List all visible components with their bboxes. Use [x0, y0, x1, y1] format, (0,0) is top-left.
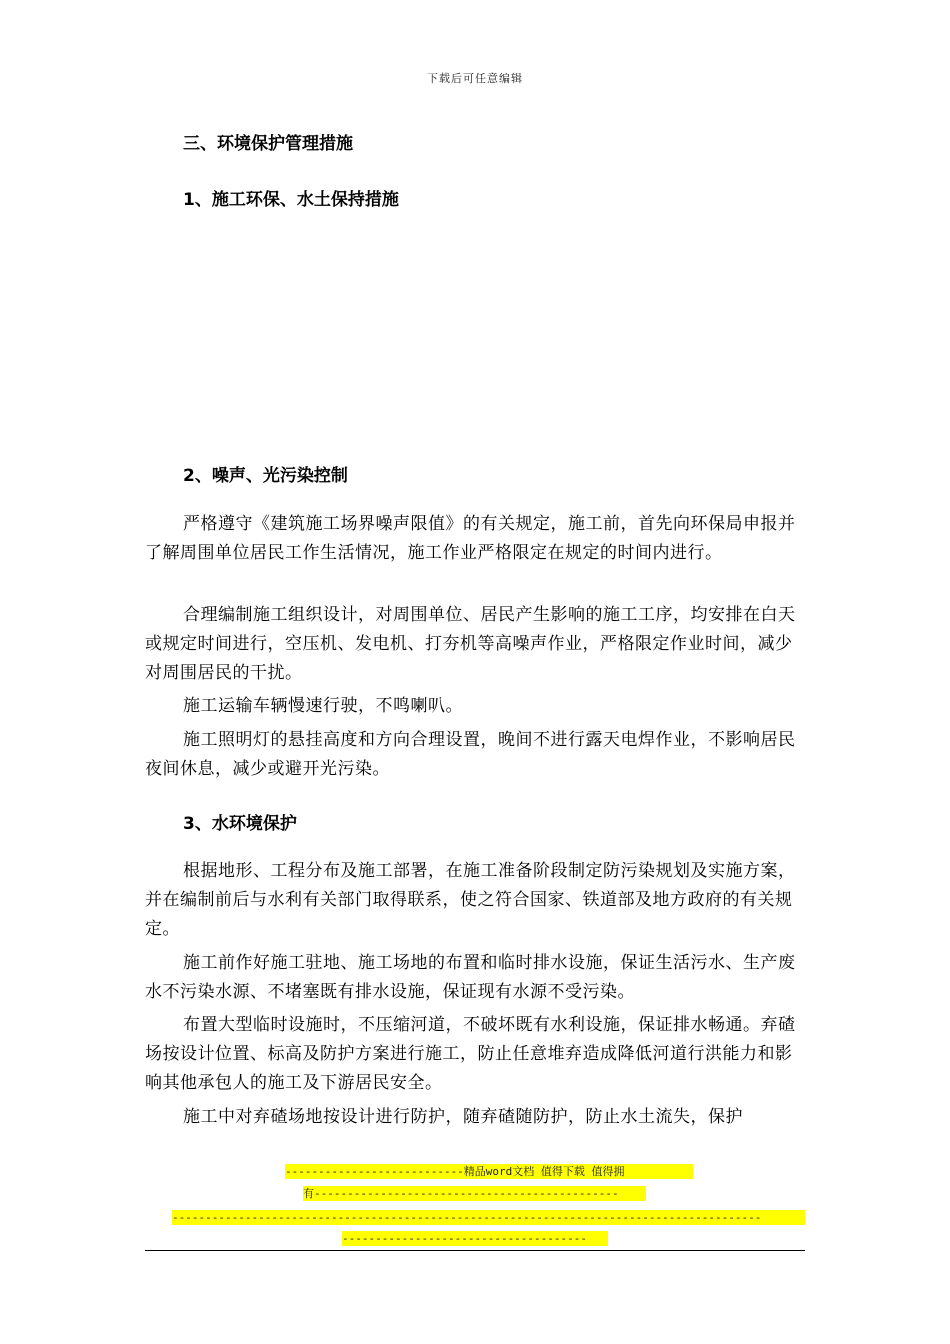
footer-banner-line-3: ----------------------------------------------------------------------------------------- [172, 1210, 805, 1225]
paragraph-water-2: 施工前作好施工驻地、施工场地的布置和临时排水设施，保证生活污水、生产废水不污染水源、不堵塞既有排水设施，保证现有水源不受污染。 [145, 953, 796, 1002]
section-title-3-1: 1、施工环保、水土保持措施 [183, 190, 399, 210]
paragraph-water-3: 布置大型临时设施时，不压缩河道，不破坏既有水利设施，保证排水畅通。弃碴场按设计位置、标高及防护方案进行施工，防止任意堆弃造成降低河道行洪能力和影响其他承包人的施工及下游居民安全。 [145, 1015, 796, 1093]
paragraph-noise-1: 严格遵守《建筑施工场界噪声限值》的有关规定，施工前，首先向环保局申报并了解周围单位居民工作生活情况，施工作业严格限定在规定的时间内进行。 [145, 514, 796, 563]
paragraph-noise-3: 施工运输车辆慢速行驶，不鸣喇叭。 [183, 696, 463, 716]
footer-divider [145, 1250, 805, 1251]
paragraph-water-1: 根据地形、工程分布及施工部署，在施工准备阶段制定防污染规划及实施方案，并在编制前后与水利有关部门取得联系，使之符合国家、铁道部及地方政府的有关规定。 [145, 861, 796, 939]
footer-banner-line-4: ------------------------------------- [342, 1231, 608, 1246]
paragraph-water-4: 施工中对弃碴场地按设计进行防护，随弃碴随防护，防止水土流失，保护 [183, 1107, 743, 1127]
section-title-3-3: 3、水环境保护 [183, 814, 297, 834]
section-title-3: 三、环境保护管理措施 [183, 134, 353, 154]
footer-banner-line-2: 有---------------------------------------------- [303, 1186, 646, 1201]
footer-banner-line-1: ---------------------------精品word文档 值得下载 值得拥 [285, 1164, 693, 1179]
page-header: 下载后可任意编辑 [427, 72, 523, 85]
paragraph-noise-2: 合理编制施工组织设计，对周围单位、居民产生影响的施工工序，均安排在白天或规定时间进行，空压机、发电机、打夯机等高噪声作业，严格限定作业时间，减少对周围居民的干扰。 [145, 605, 796, 683]
section-title-3-2: 2、噪声、光污染控制 [183, 466, 348, 486]
paragraph-noise-4: 施工照明灯的悬挂高度和方向合理设置，晚间不进行露天电焊作业，不影响居民夜间休息，减少或避开光污染。 [145, 730, 796, 779]
